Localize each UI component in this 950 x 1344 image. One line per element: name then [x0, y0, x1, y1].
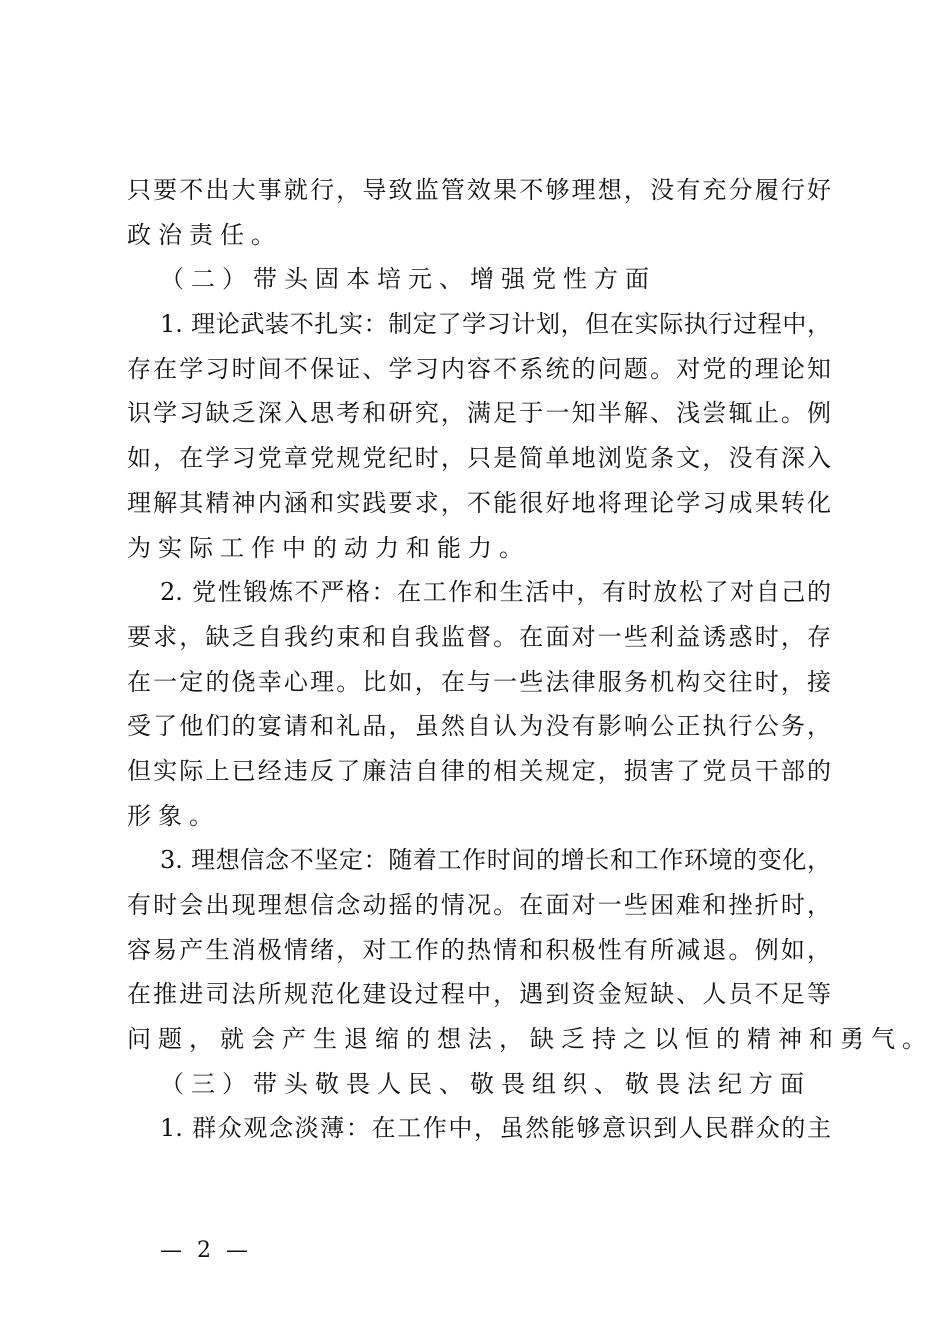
document-body — [127, 168, 933, 1151]
text-line: 在一定的侥幸心理。比如，在与一些法律服务机构交往时，接 — [127, 667, 831, 696]
text-line: 在推进司法所规范化建设过程中，遇到资金短缺、人员不足等 — [127, 980, 831, 1009]
text-line: 3. 理想信念不坚定：随着工作时间的增长和工作环境的变化， — [160, 846, 831, 875]
text-line: 理解其精神内涵和实践要求，不能很好地将理论学习成果转化 — [127, 488, 831, 517]
page-number: — 2 — — [160, 1238, 252, 1263]
text-line: 但实际上已经违反了廉洁自律的相关规定，损害了党员干部的 — [127, 756, 831, 785]
text-line: 识学习缺乏深入思考和研究，满足于一知半解、浅尝辄止。例 — [127, 399, 831, 428]
text-line: 容易产生消极情绪，对工作的热情和积极性有所减退。例如， — [127, 935, 831, 964]
text-line: 只要不出大事就行，导致监管效果不够理想，没有充分履行好 — [127, 176, 831, 204]
text-line: 为实际工作中的动力和能力。 — [127, 533, 530, 562]
text-line: 1. 理论武装不扎实：制定了学习计划，但在实际执行过程中， — [160, 310, 831, 339]
text-line: 2. 党性锻炼不严格：在工作和生活中，有时放松了对自己的 — [160, 578, 831, 607]
section-heading: （二）带头固本培元、增强党性方面 — [160, 265, 656, 294]
text-line: 要求，缺乏自我约束和自我监督。在面对一些利益诱惑时，存 — [127, 622, 831, 651]
text-line: 1. 群众观念淡薄：在工作中，虽然能够意识到人民群众的主 — [160, 1114, 831, 1143]
text-line: 政治责任。 — [127, 220, 282, 249]
text-line: 受了他们的宴请和礼品，虽然自认为没有影响公正执行公务， — [127, 712, 831, 741]
text-line: 问题，就会产生退缩的想法，缺乏持之以恒的精神和勇气。 — [127, 1025, 933, 1054]
text-line: 有时会出现理想信念动摇的情况。在面对一些困难和挫折时， — [127, 891, 831, 919]
text-line: 形象。 — [127, 801, 220, 830]
section-heading: （三）带头敬畏人民、敬畏组织、敬畏法纪方面 — [160, 1069, 811, 1098]
text-line: 存在学习时间不保证、学习内容不系统的问题。对党的理论知 — [127, 354, 831, 383]
text-line: 如，在学习党章党规党纪时，只是简单地浏览条文，没有深入 — [127, 444, 831, 473]
